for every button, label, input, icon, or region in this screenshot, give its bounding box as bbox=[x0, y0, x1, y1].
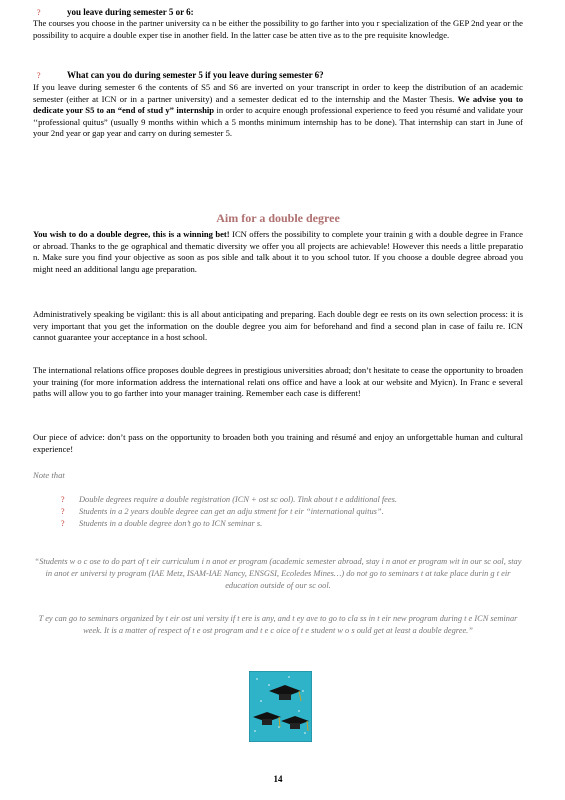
section-title: Aim for a double degree bbox=[216, 211, 340, 225]
graduation-caps-picture bbox=[249, 671, 312, 742]
note-list bbox=[61, 494, 397, 530]
note-bullet-icon: ? bbox=[61, 507, 65, 516]
question-2-text-a: If you leave during semester 6 the contents of S5 and S6 are inverted on your transcript in order to keep the distribution of an academic semester (either at ICN or in a partner university) and a semester dedicat ed to the internship and the Master Thesis. bbox=[33, 82, 523, 104]
question-bullet-icon: ? bbox=[37, 8, 41, 17]
question-title: you leave during semester 5 or 6: bbox=[67, 7, 194, 17]
paragraph-winning-bet bbox=[33, 229, 523, 275]
question-1-text: The courses you choose in the partner university ca n be either the possibility to go farther into you r specialization of the GEP 2nd year or the possibility to acquire a double exper tise in another field. In the latter case be atten tive as to the pre requisite knowledge. bbox=[33, 18, 523, 40]
paragraph-international-office: The international relations office proposes double degrees in prestigious universities abroad; don’t hesitate to cease the opportunity to broaden your training (for more information address the international relati ons office and have a look at our website and Myicn). In Franc e several paths will allow you to go farther into your manager training. Remember each case is different! bbox=[33, 365, 523, 399]
paragraph-body: ICN offers the possibility to complete your trainin g with a double degree in France or abroad. Thanks to the ge ographical and thematic diversity we offer you all projects are achievable! However this needs a little preparatio n. Make sure you find your objective as soon as pos sible and talk about it to you school tutor. If you choose a double degree abroad you might need an additional langu age preparation. bbox=[33, 229, 523, 274]
quote-host-university: T ey can go to seminars organized by t eir ost uni versity if t ere is any, and t ey ave to go to cla ss in t eir new program during t e ICN seminar week. It is a matter of respect of t e ost program and t e c oice of t e student w o s ould get at least a double degree.” bbox=[38, 614, 518, 635]
paragraph-advice: Our piece of advice: don’t pass on the opportunity to broaden both you training and résumé and enjoy an unforgettable human and cultural experience! bbox=[33, 432, 523, 454]
list-item: ? Students in a double degree don’t go to ICN seminar s. bbox=[61, 519, 263, 528]
list-item: ? Double degrees require a double registration (ICN + ost sc ool). Tink about t e additional fees. bbox=[61, 495, 397, 504]
question-bullet-icon: ? bbox=[37, 71, 41, 80]
question-2-text-b: in order to acquire enough professional experience to feed you résumé and validate your ‘‘professional quitus” (usually 9 months within which a 5 months minimum internship has to be done). That internship can start in June of your 2nd year or gap year and carry on during semester 5. bbox=[33, 105, 523, 139]
question-2-text bbox=[33, 82, 523, 140]
list-item: ? Students in a 2 years double degree can get an adju stment for t eir “international quitus”. bbox=[61, 507, 384, 516]
question-2-advice: We advise you to dedicate your S5 to an “end of stud y” internship bbox=[33, 93, 523, 116]
paragraph-lead: You wish to do a double degree, this is a winning bet! bbox=[33, 229, 230, 239]
note-bullet-icon: ? bbox=[61, 519, 65, 528]
question-heading-2 bbox=[33, 69, 324, 82]
note-bullet-icon: ? bbox=[61, 495, 65, 504]
question-title: What can you do during semester 5 if you leave during semester 6? bbox=[67, 70, 324, 80]
paragraph-administrative: Administratively speaking be vigilant: this is all about anticipating and preparing. Each double degr ee rests on its own selection process: it is very important that you get the information on the double degree you aim for beforehand and find a second plan in case of failu re. ICN cannot guarantee your acceptance in a host school. bbox=[33, 309, 523, 343]
quote-seminars: “Students w o c ose to do part of t eir curriculum i n anot er program (academic semester abroad, stay i n anot er program wit in our sc ool, stay in anot er universi ty program (IAE Metz, ISAM-IAE Nancy, ENSGSI, Ecoledes Mines…) do not go to seminars t at take place durin g t eir education outside of our sc ool. bbox=[34, 557, 522, 590]
page-number: 14 bbox=[273, 774, 283, 784]
note-label: Note that bbox=[33, 470, 65, 480]
